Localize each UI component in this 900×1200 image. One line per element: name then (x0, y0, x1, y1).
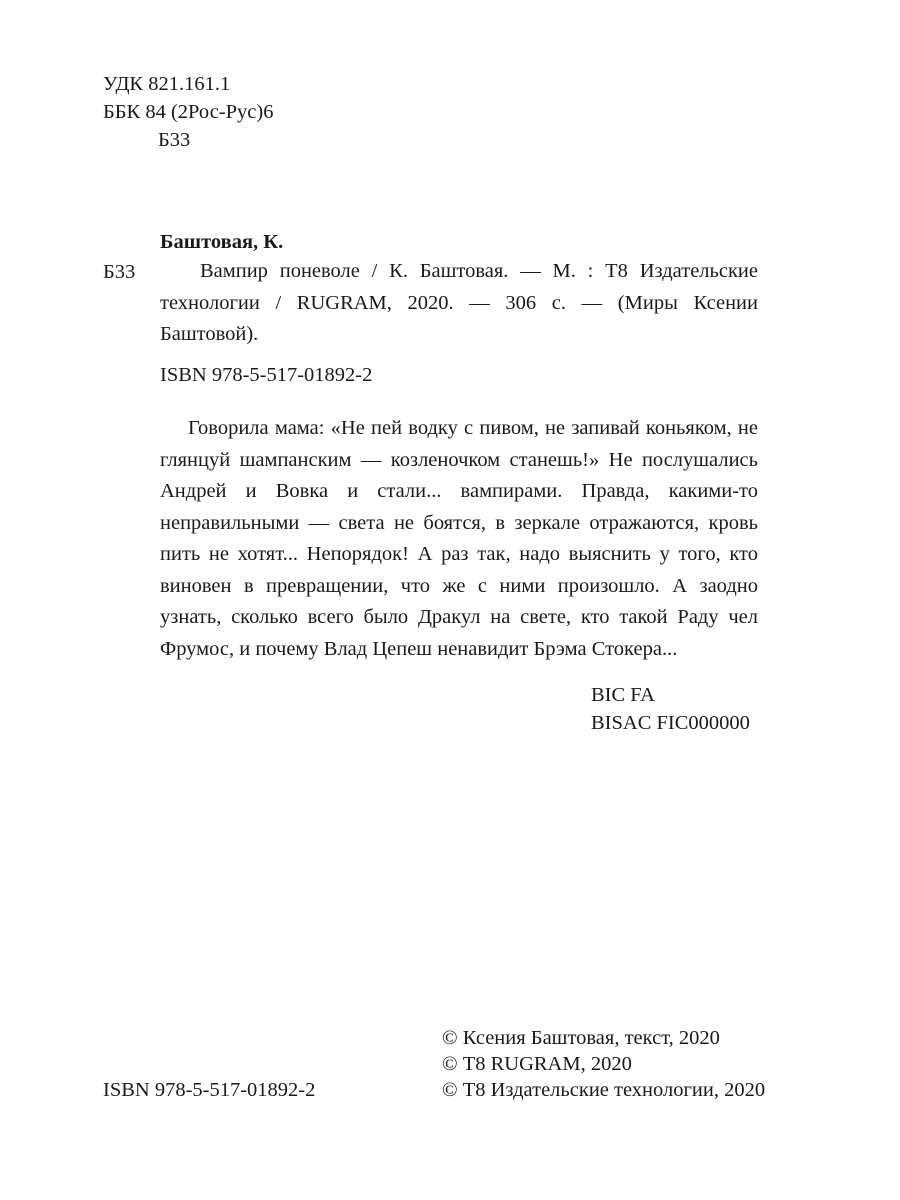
annotation-text: Говорила мама: «Не пей водку с пивом, не запивай коньяком, не глянцуй шампанским — козленочком станешь!» Не послушались Андрей и Вовка и стали... вампирами. Правда, какими-то неправильными — света не боятся, в зеркале отражаются, кровь пить не хотят... Непорядок! А раз так, надо выяснить у того, кто виновен в превращении, что же с ними произошло. А заодно узнать, сколько всего было Дракул на свете, кто такой Раду чел Фрумос, и почему Влад Цепеш ненавидит Брэма Стокера... (160, 417, 758, 660)
bisac-code: BISAC FIC000000 (591, 712, 750, 734)
bbk-code: ББК 84 (2Рос-Рус)6 (103, 101, 274, 123)
annotation (160, 413, 758, 665)
author-heading: Баштовая, К. (160, 231, 284, 253)
author-sign-code: Б33 (158, 129, 191, 151)
copyright-line: © Т8 Издательские технологии, 2020 (442, 1079, 766, 1101)
bibliographic-text: Вампир поневоле / К. Баштовая. — М. : Т8 Издательские технологии / RUGRAM, 2020. — 306 с. — (Миры Ксении Баштовой). (160, 260, 758, 345)
bic-code: BIC FA (591, 684, 655, 706)
author-sign-code-record: Б33 (103, 261, 136, 283)
udk-code: УДК 821.161.1 (103, 73, 231, 95)
copyright-line: © Ксения Баштовая, текст, 2020 (442, 1027, 720, 1049)
isbn-record: ISBN 978-5-517-01892-2 (160, 364, 373, 386)
copyright-line: © Т8 RUGRAM, 2020 (442, 1053, 632, 1075)
isbn-footer: ISBN 978-5-517-01892-2 (103, 1079, 316, 1101)
bibliographic-description (160, 256, 758, 351)
